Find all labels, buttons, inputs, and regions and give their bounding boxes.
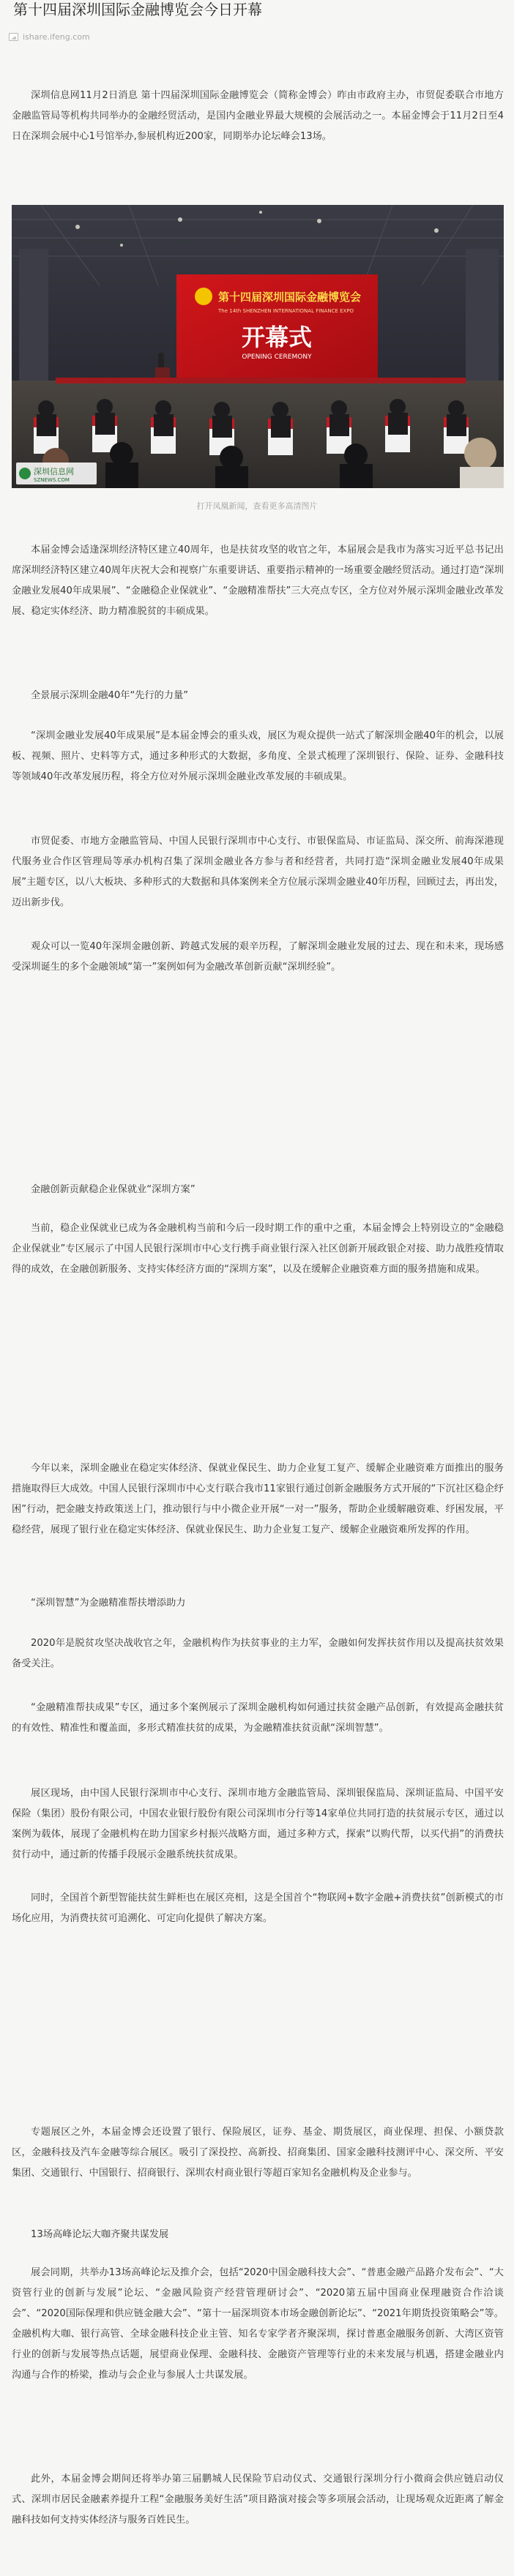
paragraph-5: 观众可以一览40年深圳金融创新、跨越式发展的艰辛历程，了解深圳金融业发展的过去、现在和未来，现场感受深圳诞生的多个金融领域“第一”案例如何为金融改革创新贡献“深圳经验”。 [12, 941, 504, 973]
article-title: 第十四届深圳国际金融博览会今日开幕 [13, 1, 262, 18]
expo-logo-icon [195, 288, 212, 305]
paragraph-9: “金融精准帮扶成果”专区，通过多个案例展示了深圳金融机构如何通过扶贫金融产品创新，有效提高金融扶贫的有效性、精准性和覆盖面，多形式精准扶贫的成果，为金融精准扶贫贡献“深圳智慧”。 [12, 1702, 504, 1734]
watermark-cn: 深圳信息网 [34, 467, 74, 476]
paragraph-13: 展会同期，共举办13场高峰论坛及推介会，包括“2020中国金融科技大会”、“普惠金融产品路介发布会”、“大资管行业的创新与发展”论坛、“金融风险资产经营管理研讨会”、“2020第五届中国商业保理融资合作洽谈会”、“2020国际保理和供应链金融大会”、“第十一届深圳资本市场金融创新论坛”、“2021年期货投资策略会”等。金融机构大咖、银行高管、全球金融科技企业主管、知名专家学者齐聚深圳，探讨普惠金融服务创新、大湾区资管行业的创新与发展等热点话题，展望商业保理、金融科技、金融资产管理等行业的未来发展与机遇，搭建金融业内沟通与合作的桥梁，推动与会企业与参展人士共谋发展。 [12, 2267, 504, 2381]
banner-subtitle: The 14th SHENZHEN INTERNATIONAL FINANCE EXPO [218, 308, 354, 314]
source-link[interactable]: ishare.ifeng.com [23, 31, 90, 42]
paragraph-4: 市贸促委、市地方金融监管局、中国人民银行深圳市中心支行、市银保监局、市证监局、深交所、前海深港现代服务业合作区管理局等承办机构召集了深圳金融业各方参与者和经营者，共同打造“深圳金融业发展40年成果展”主题专区，以八大板块、多种形式的大数据和具体案例来全方位展示深圳金融业40年历程，回顾过去，再出发，迈出新步伐。 [12, 836, 504, 908]
banner-opening-en: OPENING CEREMONY [242, 353, 312, 361]
banner-title: 第十四届深圳国际金融博览会 [218, 291, 362, 304]
section-heading-3: “深圳智慧”为金融精准帮扶增添助力 [31, 1598, 186, 1609]
paragraph-2: 本届金博会适逢深圳经济特区建立40周年，也是扶贫攻坚的收官之年，本届展会是我市为落实习近平总书记出席深圳经济特区建立40周年庆祝大会和视察广东重要讲话、重要指示精神的一场重要金融经贸活动。通过打造“深圳金融业发展40年成果展”、“金融稳企业保就业”、“金融精准帮扶”三大亮点专区，全方位对外展示深圳金融业改革发展、稳定实体经济、助力精准脱贫的丰硕成果。 [12, 544, 504, 617]
paragraph-1: 深圳信息网11月2日消息 第十四届深圳国际金融博览会（简称金博会）昨由市政府主办，市贸促委联合市地方金融监管局等机构共同举办的金融经贸活动，是国内金融业界最大规模的会展活动之一。本届金博会于11月2日至4日在深圳会展中心1号馆举办,参展机构近200家，同期举办论坛峰会13场。 [12, 90, 504, 142]
banner-opening: 开幕式 [241, 323, 313, 351]
paragraph-11: 同时，全国首个新型智能扶贫生鲜柜也在展区亮相，这是全国首个“物联网+数字金融+消费扶贫”创新模式的市场化应用，为消费扶贫可追溯化、可定向化提供了解决方案。 [12, 1892, 504, 1924]
opening-ceremony-photo [12, 205, 504, 488]
image-icon [9, 33, 18, 41]
paragraph-7: 今年以来，深圳金融业在稳定实体经济、保就业保民生、助力企业复工复产、缓解企业融资难方面推出的服务措施取得巨大成效。中国人民银行深圳市中心支行联合我市11家银行通过创新金融服务方式开展的“下沉社区稳企纾困”行动，把金融支持政策送上门，推动银行与中小微企业开展“一对一”服务，帮助企业缓解融资难、纾困发展，平稳经营，展现了银行业在稳定实体经济、保就业保民生、助力企业复工复产、缓解企业融资难所发挥的作用。 [12, 1463, 504, 1535]
paragraph-6: 当前，稳企业保就业已成为各金融机构当前和今后一段时期工作的重中之重，本届金博会上特别设立的“金融稳企业保就业”专区展示了中国人民银行深圳市中心支行携手商业银行深入社区创新开展政银企对接、助力战胜疫情取得的成效，在金融创新服务、支持实体经济方面的“深圳方案”，以及在缓解企业融资难方面的服务措施和成果。 [12, 1223, 504, 1275]
source-line[interactable] [9, 29, 90, 44]
paragraph-3: “深圳金融业发展40年成果展”是本届金博会的重头戏，展区为观众提供一站式了解深圳金融40年的机会，以展板、视频、照片、史料等方式，通过多种形式的大数据，多角度、全景式梳理了深圳银行、保险、证券、金融科技等领域40年改革发展历程，将全方位对外展示深圳金融业改革发展的丰硕成果。 [12, 730, 504, 782]
section-heading-1: 全景展示深圳金融40年“先行的力量” [31, 690, 189, 701]
paragraph-10: 展区现场，由中国人民银行深圳市中心支行、深圳市地方金融监管局、深圳银保监局、深圳证监局、中国平安保险（集团）股份有限公司，中国农业银行股份有限公司深圳市分行等14家单位共同打造的扶贫展示专区，通过以案例为载体，展现了金融机构在助力国家乡村振兴战略方面，通过多种方式，探索“以购代帮，以买代捐”的消费扶贫行动中，通过新的传播手段展示金融系统扶贫成果。 [12, 1788, 504, 1860]
paragraph-12: 专题展区之外，本届金博会还设置了银行、保险展区，证券、基金、期货展区，商业保理、担保、小额贷款区，金融科技及汽车金融等综合展区。吸引了深投控、高新投、招商集团、国家金融科技测评中心、深交所、平安集团、交通银行、中国银行、招商银行、深圳农村商业银行等超百家知名金融机构及企业参与。 [12, 2127, 504, 2179]
section-heading-4: 13场高峰论坛大咖齐聚共谋发展 [31, 2229, 169, 2240]
paragraph-8: 2020年是脱贫攻坚决战收官之年，金融机构作为扶贫事业的主力军，金融如何发挥扶贫作用以及提高扶贫效果备受关注。 [12, 1638, 504, 1669]
photo-caption[interactable]: 打开凤凰新闻，查看更多高清图片 [196, 501, 318, 511]
watermark-en: SZNEWS.COM [34, 477, 70, 483]
article-photo[interactable] [12, 205, 504, 488]
paragraph-14: 此外，本届金博会期间还将举办第三届鹏城人民保险节启动仪式、交通银行深圳分行小微商会供应链启动仪式、深圳市居民金融素养提升工程“金融服务美好生活”项目路演对接会等多项展会活动，让现场观众近距离了解金融科技如何支持实体经济与服务百姓民生。 [12, 2474, 504, 2526]
section-heading-2: 金融创新贡献稳企业保就业“深圳方案” [31, 1184, 195, 1195]
